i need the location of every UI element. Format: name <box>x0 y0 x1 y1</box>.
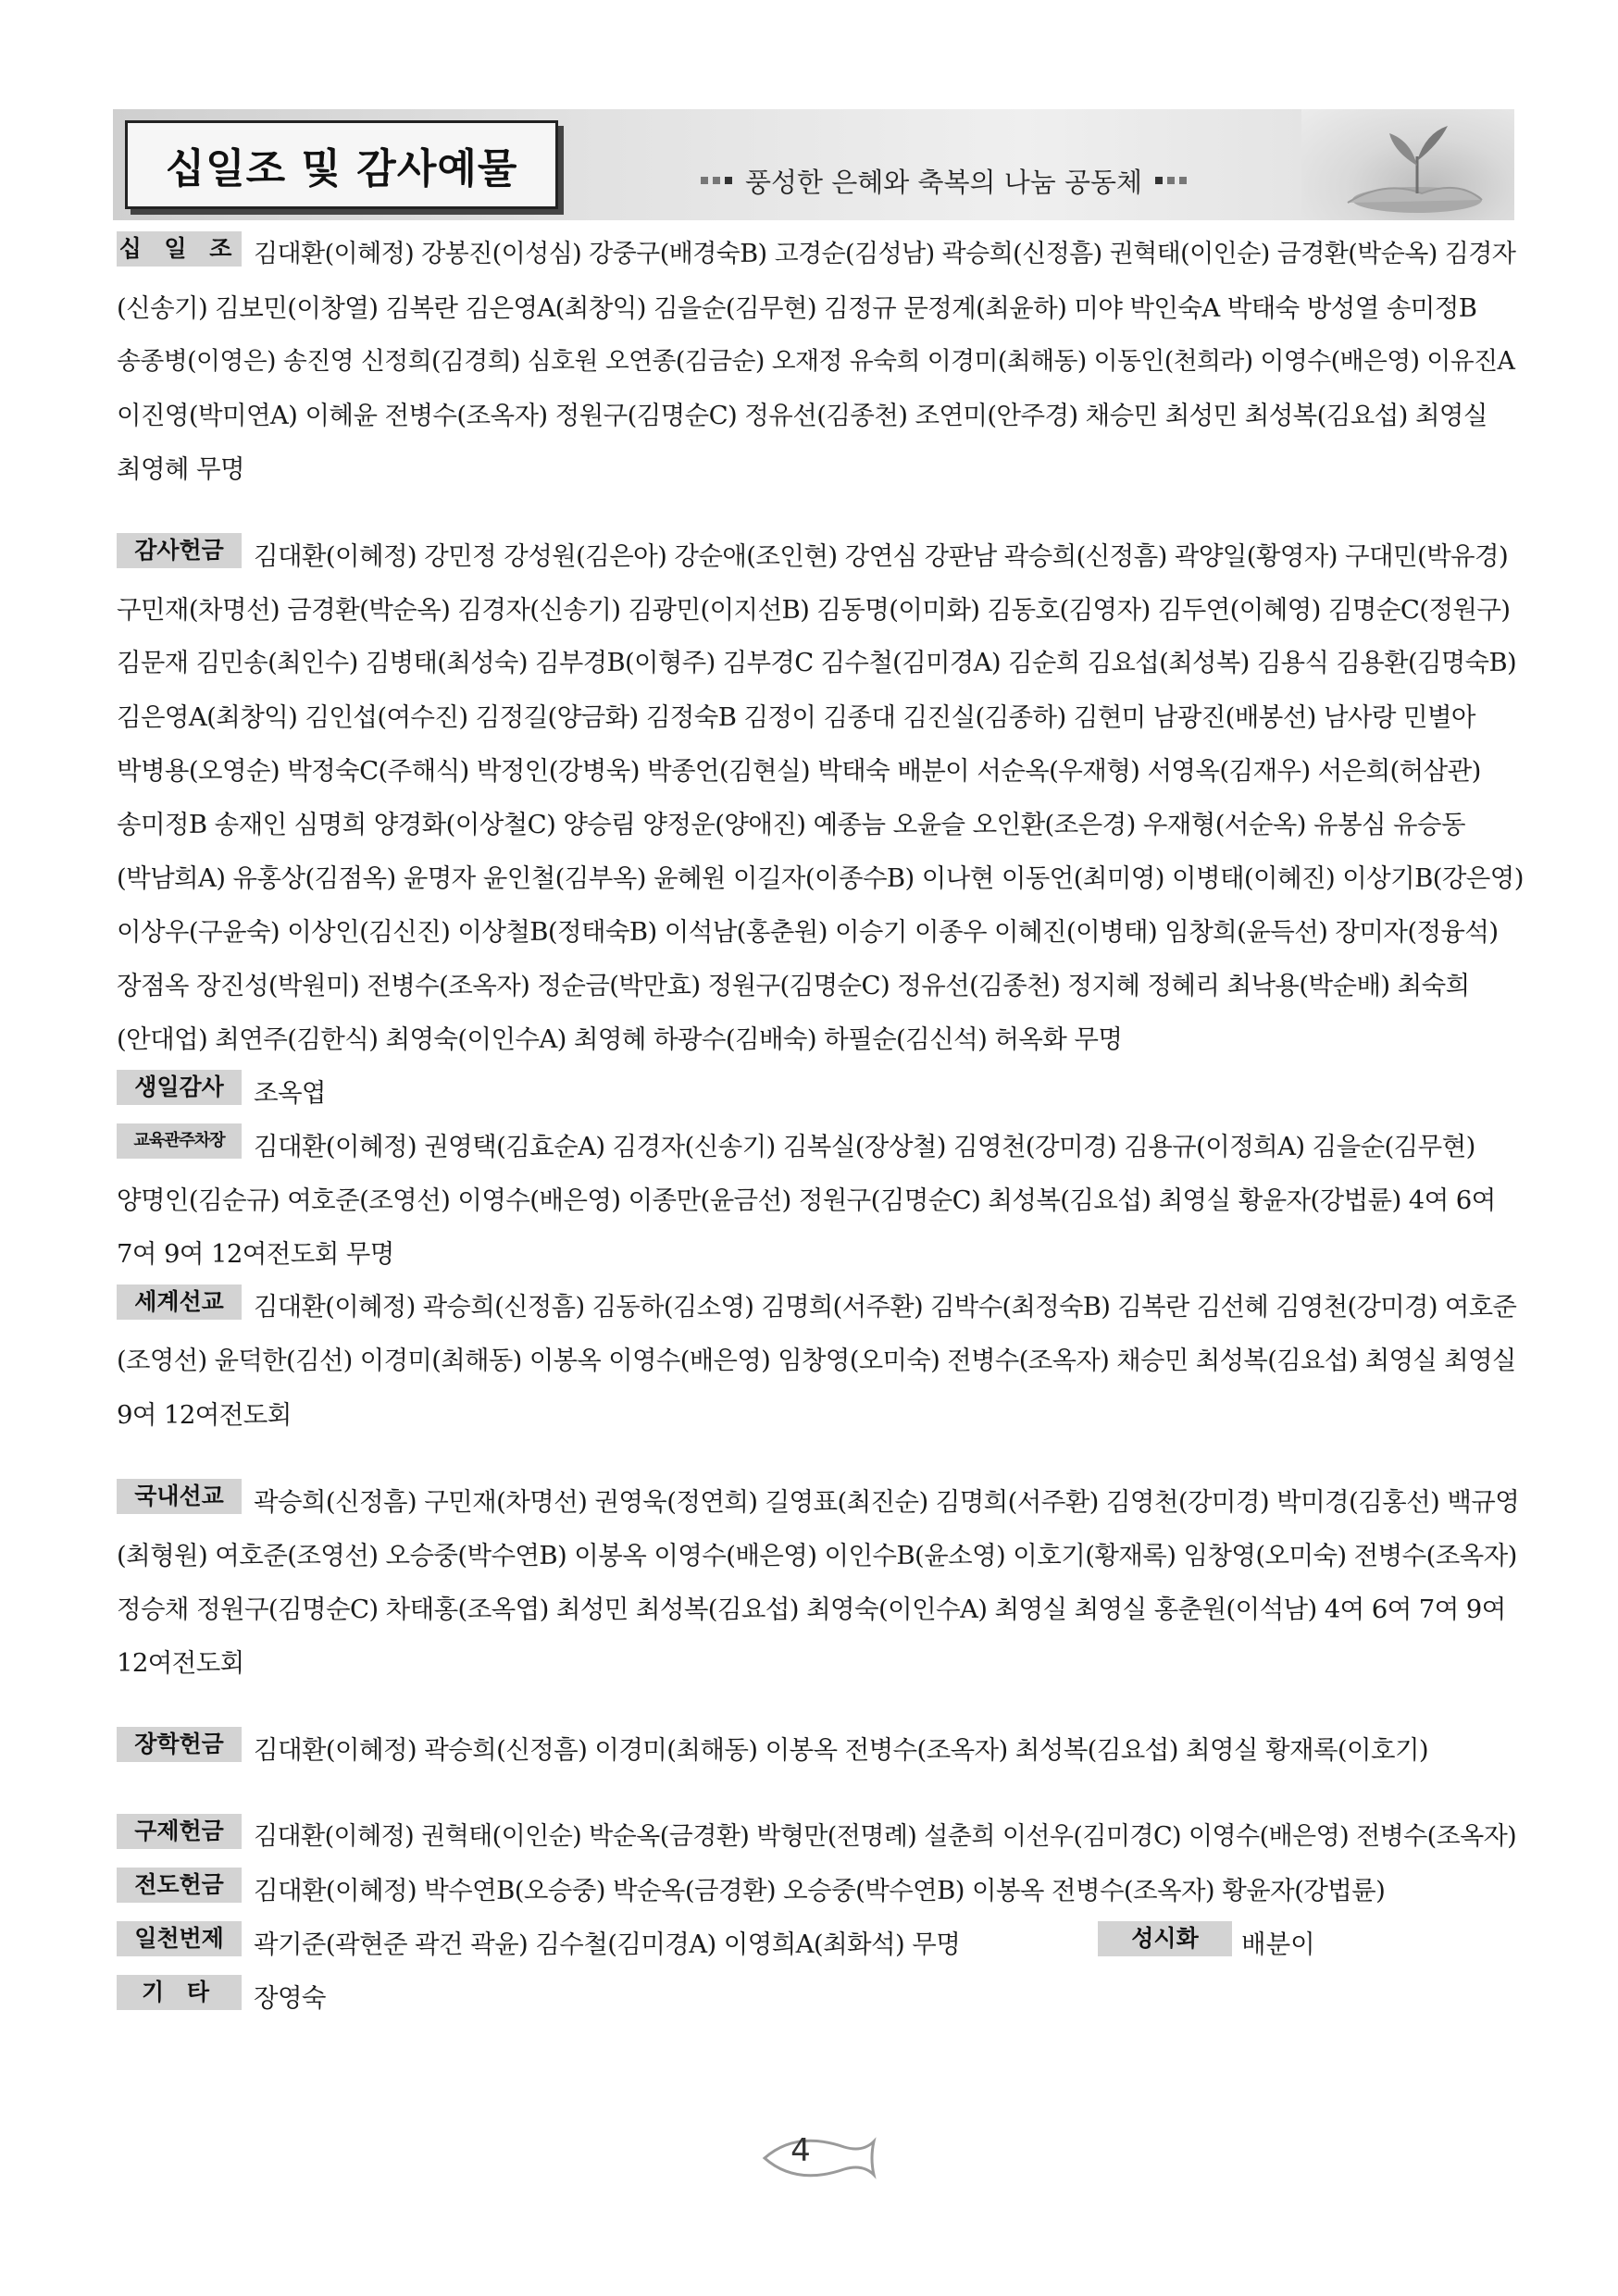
section-line: 장영숙 <box>254 1983 326 2013</box>
section-line: (안대업) 최연주(김한식) 최영숙(이인수A) 최영혜 하광수(김배숙) 하필순(김신석) 허옥화 무명 <box>117 1024 1123 1054</box>
section-label: 일천번제 <box>117 1921 242 1956</box>
section-label: 교육관주차장 <box>117 1123 242 1159</box>
section-line: 김대환(이혜정) 권혁태(이인순) 박순옥(금경환) 박형만(전명례) 설춘희 이선우(김미경C) 이영수(배은영) 전병수(조옥자) <box>254 1822 1517 1851</box>
section-label: 전도헌금 <box>117 1868 242 1903</box>
section-birthday <box>117 1066 1524 1120</box>
section-domestic-mission <box>117 1475 1524 1690</box>
section-thanks <box>117 529 1524 1066</box>
section-world-mission <box>117 1281 1524 1442</box>
section-tithe <box>117 228 1524 496</box>
dots-left-icon <box>701 177 732 184</box>
section-label: 장학헌금 <box>117 1727 242 1762</box>
section-line: 정승채 정원구(김명순C) 차태홍(조옥엽) 최성민 최성복(김요섭) 최영숙(이인수A) 최영실 최영실 홍춘원(이석남) 4여 6여 7여 9여 <box>117 1595 1506 1624</box>
section-label: 감사헌금 <box>117 533 242 568</box>
section-line: 최영혜 무명 <box>117 454 244 484</box>
section-line: 조옥엽 <box>254 1078 326 1108</box>
section-line: (최형원) 여호준(조영선) 오승중(박수연B) 이봉옥 이영수(배은영) 이인수B(윤소영) 이호기(황재록) 임창영(오미숙) 전병수(조옥자) <box>117 1541 1517 1570</box>
section-line: 이상우(구윤숙) 이상인(김신진) 이상철B(정태숙B) 이석남(홍춘원) 이승기 이종우 이혜진(이병태) 임창희(윤득선) 장미자(정융석) <box>117 917 1499 947</box>
section-relief <box>117 1810 1524 1864</box>
section-line: 7여 9여 12여전도회 무명 <box>117 1239 394 1269</box>
subtitle-text: 풍성한 은혜와 축복의 나눔 공동체 <box>745 166 1143 198</box>
section-etc <box>117 1971 1524 2025</box>
page-number-text: 4 <box>790 2132 811 2169</box>
section-line: 9여 12여전도회 <box>117 1400 292 1430</box>
fish-icon <box>759 2128 889 2188</box>
section-line: 송미정B 송재인 심명희 양경화(이상철C) 양승림 양정운(양애진) 예종늠 오윤슬 오인환(조은경) 우재형(서순옥) 유봉심 유승동 <box>117 810 1465 839</box>
section-line: 김은영A(최창익) 김인섭(여수진) 김정길(양금화) 김정숙B 김정이 김종대 김진실(김종하) 김현미 남광진(배봉선) 남사랑 민별아 <box>117 702 1475 732</box>
header-photo <box>1301 109 1514 220</box>
section-evangelism <box>117 1864 1524 1917</box>
offering-list <box>117 228 1524 2025</box>
section-line: 이진영(박미연A) 이혜윤 전병수(조옥자) 정원구(김명순C) 정유선(김종천) 조연미(안주경) 채승민 최성민 최성복(김요섭) 최영실 <box>117 401 1487 430</box>
section-line: 김문재 김민송(최인수) 김병태(최성숙) 김부경B(이형주) 김부경C 김수철(김미경A) 김순희 김요섭(최성복) 김용식 김용환(김명숙B) <box>117 649 1517 677</box>
section-label-city: 성시화 <box>1098 1921 1232 1956</box>
section-label: 생일감사 <box>117 1070 242 1105</box>
section-line: (신송기) 김보민(이창열) 김복란 김은영A(최창익) 김을순(김무현) 김정규 문정계(최윤하) 미야 박인숙A 박태숙 방성열 송미정B <box>117 293 1477 323</box>
page-title: 십일조 및 감사예물 <box>125 120 558 209</box>
section-line: 김대환(이혜정) 강민정 강성원(김은아) 강순애(조인현) 강연심 강판남 곽승희(신정흠) 곽양일(황영자) 구대민(박유경) <box>254 541 1509 571</box>
dots-right-icon <box>1155 177 1187 184</box>
hands-seedling-icon <box>1329 115 1487 217</box>
section-line: 장점옥 장진성(박원미) 전병수(조옥자) 정순금(박만효) 정원구(김명순C) 정유선(김종천) 정지혜 정혜리 최낙용(박순배) 최숙희 <box>117 971 1470 1000</box>
section-line: 박병용(오영순) 박정숙C(주해식) 박정인(강병욱) 박종언(김현실) 박태숙 배분이 서순옥(우재형) 서영옥(김재우) 서은희(허삼관) <box>117 756 1481 786</box>
section-line: 12여전도회 <box>117 1648 244 1678</box>
section-line: 곽기준(곽현준 곽건 곽윤) 김수철(김미경A) 이영희A(최화석) 무명 <box>254 1930 961 1959</box>
section-label: 국내선교 <box>117 1479 242 1514</box>
section-line: 김대환(이혜정) 곽승희(신정흠) 김동하(김소영) 김명희(서주환) 김박수(최정숙B) 김복란 김선혜 김영천(강미경) 여호준 <box>254 1293 1517 1322</box>
subtitle <box>701 157 1187 204</box>
section-line: 양명인(김순규) 여호준(조영선) 이영수(배은영) 이종만(윤금선) 정원구(김명순C) 최성복(김요섭) 최영실 황윤자(강법륜) 4여 6여 <box>117 1185 1496 1215</box>
section-line: 김대환(이혜정) 박수연B(오승중) 박순옥(금경환) 오승중(박수연B) 이봉옥 전병수(조옥자) 황윤자(강법륜) <box>254 1876 1386 1905</box>
section-label: 기 타 <box>117 1975 242 2010</box>
section-line: 김대환(이혜정) 강봉진(이성심) 강중구(배경숙B) 고경순(김성남) 곽승희(신정흠) 권혁태(이인순) 금경환(박순옥) 김경자 <box>254 240 1516 268</box>
section-line: 곽승희(신정흠) 구민재(차명선) 권영욱(정연희) 길영표(최진순) 김명희(서주환) 김영천(강미경) 박미경(김홍선) 백규영 <box>254 1487 1520 1517</box>
section-line: (조영선) 윤덕한(김선) 이경미(최해동) 이봉옥 이영수(배은영) 임창영(오미숙) 전병수(조옥자) 채승민 최성복(김요섭) 최영실 최영실 <box>117 1347 1516 1375</box>
section-line-city: 배분이 <box>1241 1930 1315 1959</box>
section-line: 김대환(이혜정) 권영택(김효순A) 김경자(신송기) 김복실(장상철) 김영천(강미경) 김용규(이정희A) 김을순(김무현) <box>254 1132 1475 1161</box>
section-line: 김대환(이혜정) 곽승희(신정흠) 이경미(최해동) 이봉옥 전병수(조옥자) 최성복(김요섭) 최영실 황재록(이호기) <box>254 1735 1429 1765</box>
section-scholarship <box>117 1723 1524 1777</box>
section-line: (박남희A) 유홍상(김점옥) 윤명자 윤인철(김부옥) 윤혜원 이길자(이종수B) 이나현 이동언(최미영) 이병태(이혜진) 이상기B(강은영) <box>117 863 1524 893</box>
section-label: 구제헌금 <box>117 1814 242 1849</box>
section-line: 송종병(이영은) 송진영 신정희(김경희) 심호원 오연종(김금순) 오재정 유숙희 이경미(최해동) 이동인(천희라) 이영수(배은영) 이유진A <box>117 347 1515 376</box>
page-number <box>759 2128 889 2188</box>
section-label: 십 일 조 <box>117 231 242 267</box>
section-label: 세계선교 <box>117 1285 242 1320</box>
section-thousand-offering <box>117 1917 1524 1971</box>
section-education <box>117 1120 1524 1281</box>
section-line: 구민재(차명선) 금경환(박순옥) 김경자(신송기) 김광민(이지선B) 김동명(이미화) 김동호(김영자) 김두연(이혜영) 김명순C(정원구) <box>117 595 1511 625</box>
